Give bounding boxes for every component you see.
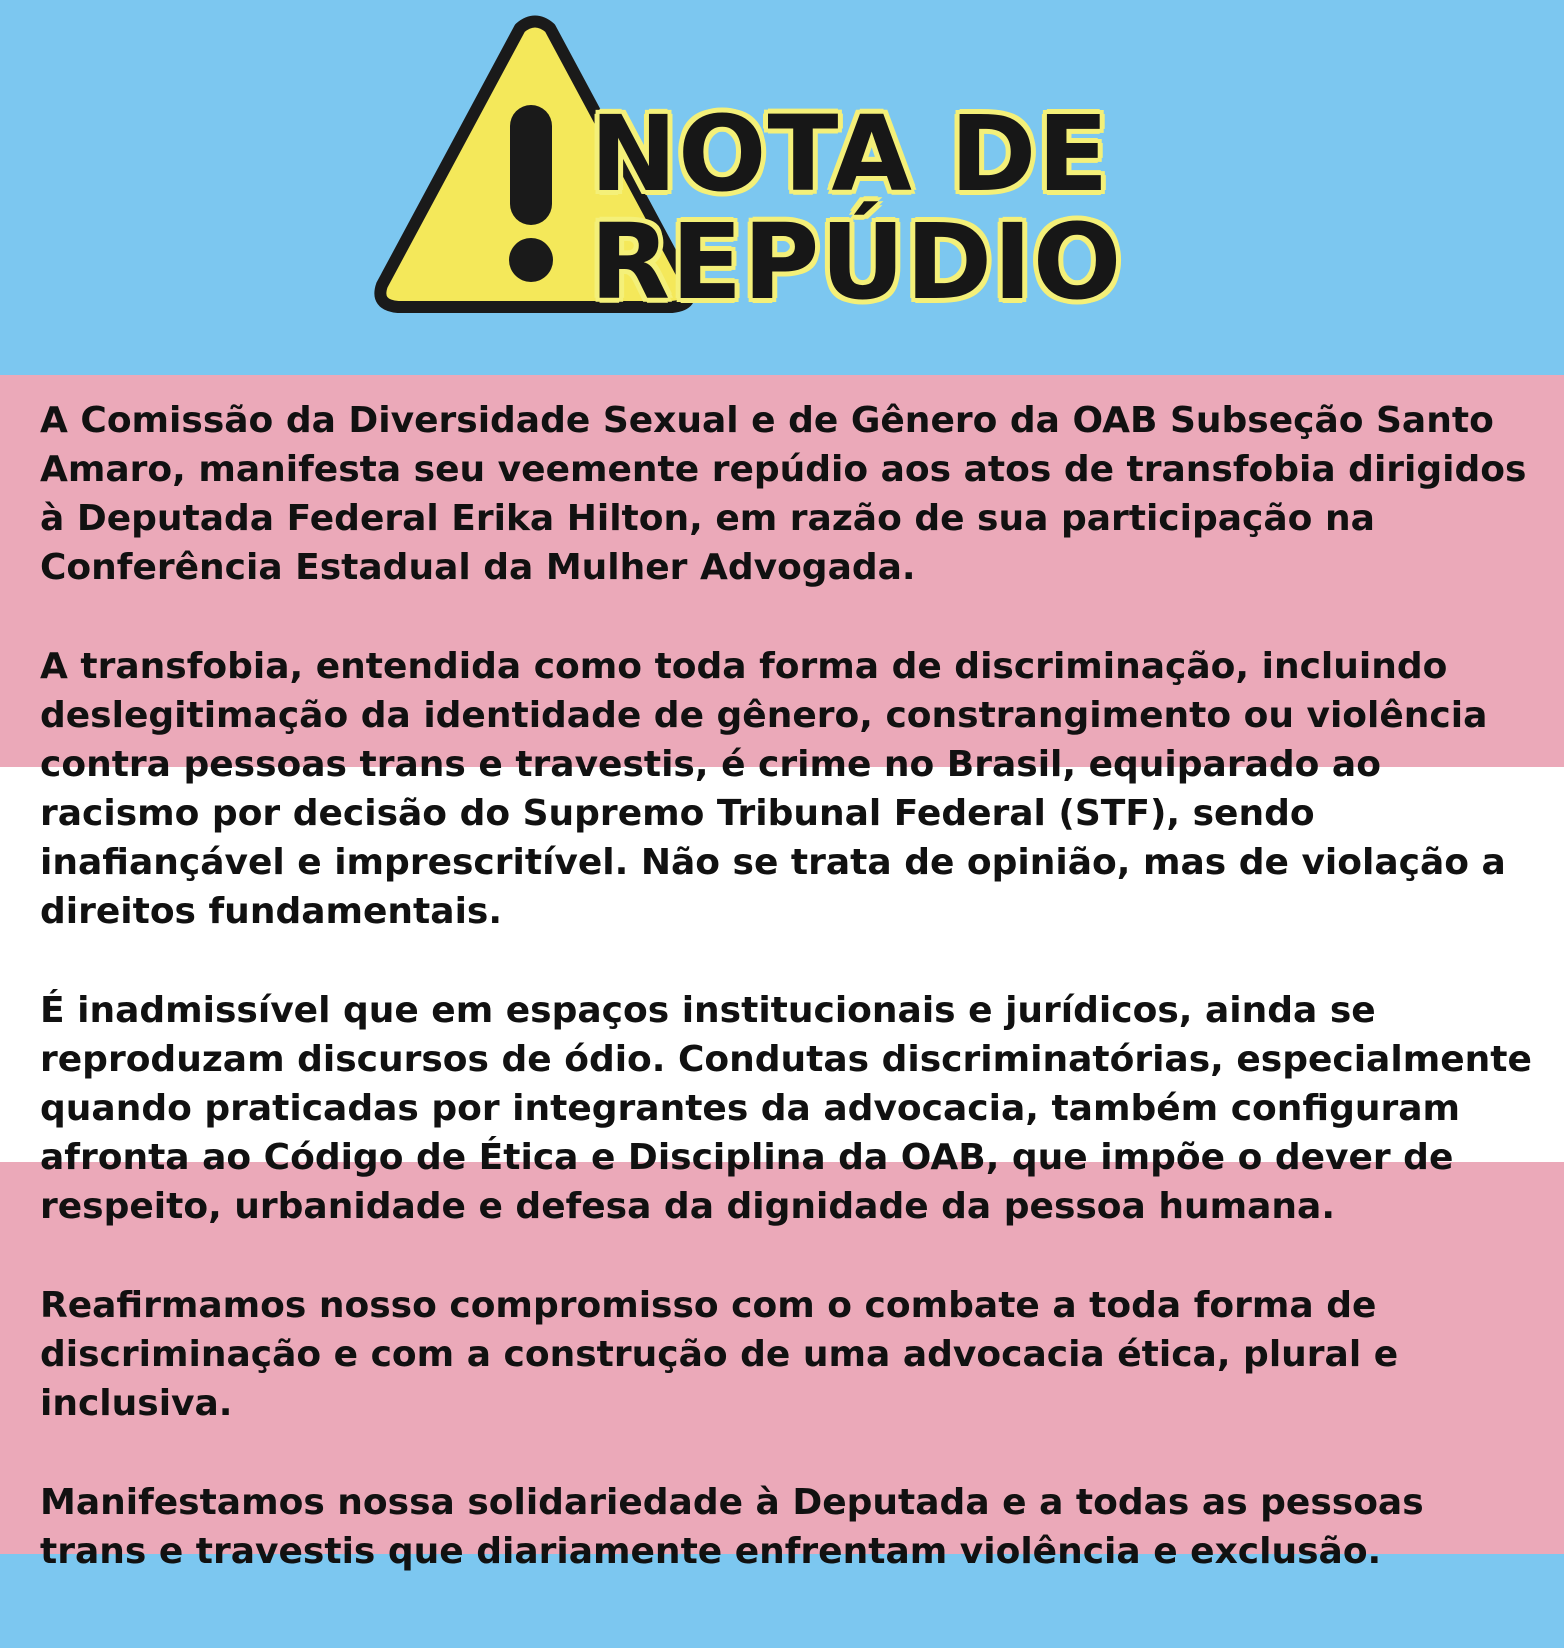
paragraph: A Comissão da Diversidade Sexual e de Gênero da OAB Subseção Santo Amaro, manifesta seu veemente repúdio aos atos de transfobia dirigidos à Deputada Federal Erika Hilton, em razão de sua participação na Conferência Estadual da Mulher Advogada. — [40, 400, 1527, 588]
title-line-1: NOTA DE — [590, 93, 1110, 215]
paragraph: Reafirmamos nosso compromisso com o combate a toda forma de discriminação e com a construção de uma advocacia ética, plural e inclusiva. — [40, 1285, 1399, 1424]
header — [0, 0, 1564, 375]
title-line-2: REPÚDIO — [590, 201, 1123, 323]
paragraph: Manifestamos nossa solidariedade à Deputada e a todas as pessoas trans e travestis que diariamente enfrentam violência e exclusão. — [40, 1482, 1424, 1572]
paragraph: A transfobia, entendida como toda forma de discriminação, incluindo deslegitimação da identidade de gênero, constrangimento ou violência contra pessoas trans e travestis, é crime no Brasil, equiparado ao racismo por decisão do Supremo Tribunal Federal (STF), sendo inafiançável e imprescritível. Não se trata de opinião, mas de violação a direitos fundamentais. — [40, 646, 1506, 932]
paragraph: É inadmissível que em espaços institucionais e jurídicos, ainda se reproduzam discursos de ódio. Condutas discriminatórias, especialmente quando praticadas por integrantes da advocacia, também configuram afronta ao Código de Ética e Disciplina da OAB, que impõe o dever de respeito, urbanidade e defesa da dignidade da pessoa humana. — [40, 990, 1532, 1227]
page-title — [590, 93, 1123, 323]
statement-body — [40, 396, 1540, 1576]
